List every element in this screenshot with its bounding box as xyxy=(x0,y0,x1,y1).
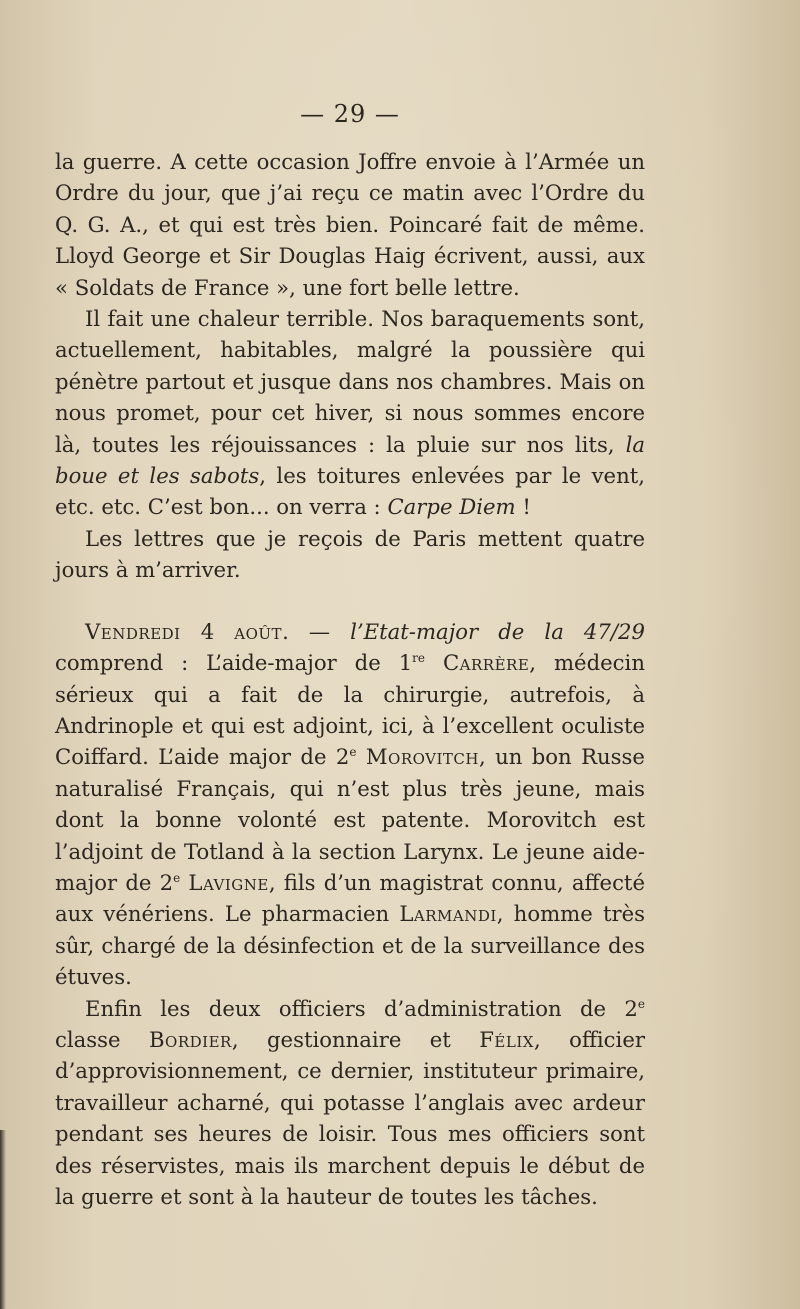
ordinal-sup-4: e xyxy=(637,996,645,1011)
page-number: — 29 — xyxy=(300,100,400,128)
ordinal-sup-1: re xyxy=(412,651,426,666)
entry-title: l’Etat-major de la 47/29 xyxy=(350,618,645,644)
body-text xyxy=(55,146,645,1212)
ordinal-sup-3: e xyxy=(173,870,181,885)
paragraph-5-text-2: classe xyxy=(55,1026,149,1052)
paragraph-5-text-1: Enfin les deux officiers d’administration de 2 xyxy=(85,995,638,1021)
paragraph-1 xyxy=(55,146,645,303)
officer-name-bordier: Bordier xyxy=(148,1026,232,1052)
ordinal-sup-2: e xyxy=(349,745,357,760)
book-spine-shadow xyxy=(0,1130,6,1309)
paragraph-2-text-b: , les toitures enlevées par le vent, etc. etc. C’est bon... on verra : xyxy=(55,463,645,520)
paragraph-2-italic-a: la boue et les sabots xyxy=(55,431,645,489)
paragraph-4-text-1: comprend : L’aide-major de 1 xyxy=(55,650,413,676)
paragraph-4-text-4: , fils d’un magistrat connu, affecté aux vénériens. Le pharmacien xyxy=(55,869,645,927)
paragraph-1-text: la guerre. A cette occasion Joffre envoie à l’Armée un Ordre du jour, que j’ai reçu ce matin avec l’Ordre du Q. G. A., et qui est très bien. Poincaré fait de même. Lloyd George et Sir Douglas Haig écrivent, aussi, aux « Soldats de France », une fort belle lettre. xyxy=(55,149,645,300)
entry-month: août xyxy=(234,618,283,644)
officer-name-morovitch: Morovitch xyxy=(365,744,479,770)
officer-name-carrere: Carrère xyxy=(442,650,530,676)
paragraph-5-text-4: , officier d’approvisionnement, ce dernier, instituteur primaire, travailleur acharné, qui potasse l’anglais avec ardeur pendant ses heures de loisir. Tous mes officiers sont des réservistes, mais ils marchent depuis le début de la guerre et sont à la hauteur de toutes les tâches. xyxy=(55,1026,645,1209)
officer-name-lavigne: Lavigne xyxy=(188,869,269,895)
paragraph-2-italic-b: Carpe Diem xyxy=(387,494,516,520)
officer-name-larmandi: Larmandi xyxy=(399,901,497,927)
paragraph-4-text-5: , homme très sûr, chargé de la désinfection et de la surveillance des étuves. xyxy=(55,901,645,990)
officer-name-felix: Félix xyxy=(479,1026,534,1052)
entry-weekday: Vendredi xyxy=(85,618,181,644)
paragraph-5-text-3: , gestionnaire et xyxy=(231,1026,480,1052)
paragraph-2 xyxy=(55,303,645,523)
paragraph-4-text-3: , un bon Russe naturalisé Français, qui n’est plus très jeune, mais dont la bonne volonté est patente. Morovitch est l’adjoint de Totland à la section Larynx. Le jeune aide-major de 2 xyxy=(55,744,645,895)
paragraph-3 xyxy=(55,523,645,586)
entry-dash: . — xyxy=(282,618,351,644)
paragraph-4 xyxy=(55,616,645,993)
paragraph-2-text-c: ! xyxy=(515,494,531,520)
paragraph-5 xyxy=(55,993,645,1213)
section-gap xyxy=(55,586,645,616)
paragraph-4-text-2: , médecin sérieux qui a fait de la chirurgie, autrefois, à Andrinople et qui est adjoint, ici, à l’excellent oculiste Coiffard. L’aide major de 2 xyxy=(55,650,645,770)
paragraph-2-text-a: Il fait une chaleur terrible. Nos baraquements sont, actuellement, habitables, malgré la poussière qui pénètre partout et jusque dans nos chambres. Mais on nous promet, pour cet hiver, si nous sommes encore là, toutes les réjouissances : la pluie sur nos lits, xyxy=(55,306,645,457)
paragraph-3-text: Les lettres que je reçois de Paris mettent quatre jours à m’arriver. xyxy=(55,525,645,583)
entry-day: 4 xyxy=(180,618,235,644)
